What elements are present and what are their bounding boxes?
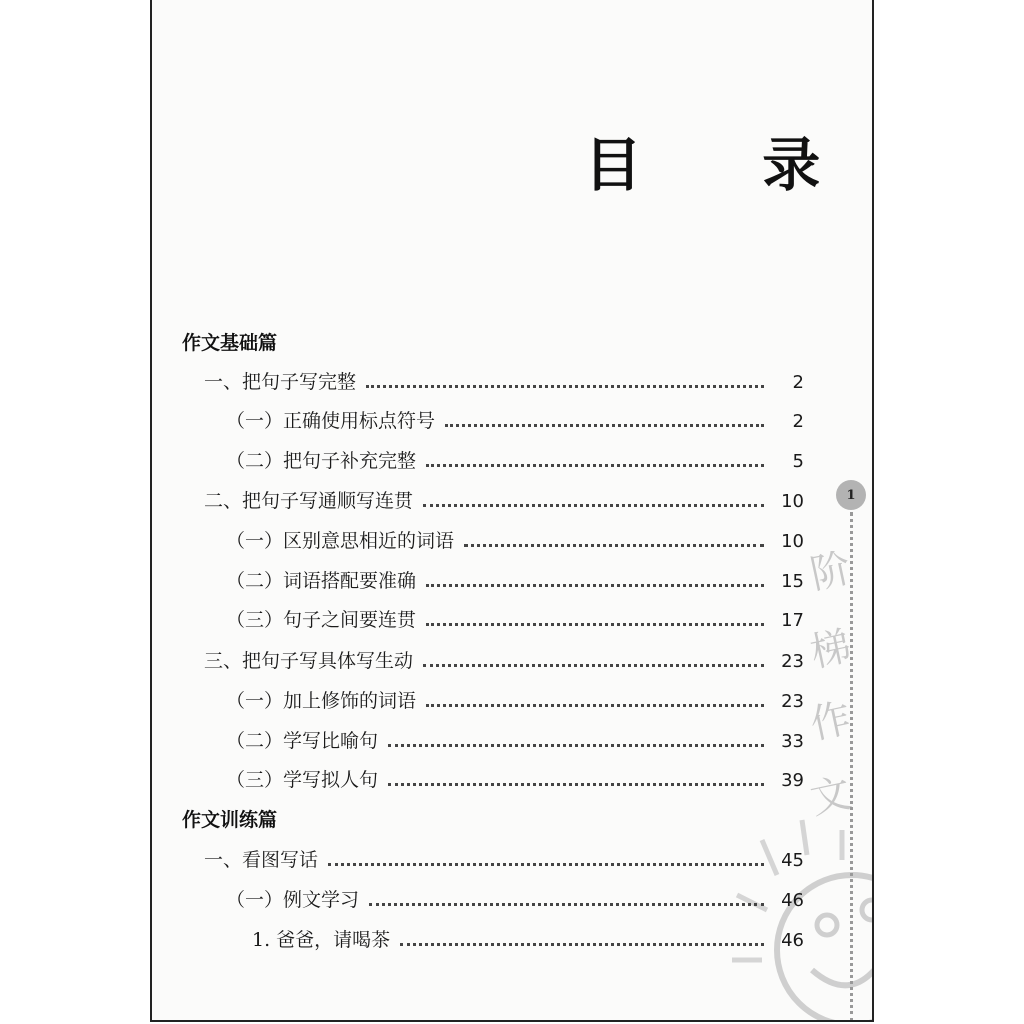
toc-page: 2 — [792, 411, 804, 432]
side-char: 阶 — [806, 545, 856, 599]
toc-leader — [328, 863, 764, 866]
side-char: 梯 — [806, 623, 856, 677]
toc-label: （一）正确使用标点符号 — [226, 410, 436, 432]
toc-row[interactable] — [226, 526, 804, 553]
toc-row[interactable] — [226, 605, 804, 632]
toc-leader — [388, 783, 764, 786]
toc-page: 23 — [781, 651, 804, 672]
toc-page: 10 — [781, 491, 804, 512]
toc-page: 15 — [781, 571, 804, 592]
toc-label: （一）区别意思相近的词语 — [226, 530, 455, 552]
toc-leader — [423, 664, 764, 667]
toc-row[interactable] — [226, 765, 804, 792]
section-heading: 作文基础篇 — [182, 332, 278, 354]
toc-label: （一）例文学习 — [226, 889, 360, 911]
side-char: 作 — [806, 695, 856, 749]
toc-row[interactable] — [226, 406, 804, 433]
toc-page: 46 — [781, 890, 804, 911]
toc-page: 10 — [781, 531, 804, 552]
toc-page: 39 — [781, 770, 804, 791]
toc-leader — [366, 385, 764, 388]
toc-page: 17 — [781, 610, 804, 631]
toc-label: 二、把句子写通顺写连贯 — [204, 490, 414, 512]
toc-row[interactable] — [252, 925, 804, 952]
toc-leader — [423, 504, 764, 507]
toc-page: 46 — [781, 930, 804, 951]
toc-row[interactable] — [204, 367, 804, 394]
toc-row[interactable] — [204, 646, 804, 673]
toc-row[interactable] — [204, 486, 804, 513]
toc-row[interactable] — [204, 845, 804, 872]
toc-row[interactable] — [226, 726, 804, 753]
toc-row[interactable] — [226, 885, 804, 912]
toc-label: （三）学写拟人句 — [226, 769, 379, 791]
toc-row[interactable] — [226, 566, 804, 593]
toc-label: （二）把句子补充完整 — [226, 450, 417, 472]
toc-label: （二）词语搭配要准确 — [226, 570, 417, 592]
toc-label: 1. 爸爸，请喝茶 — [252, 929, 391, 951]
toc-label: 三、把句子写具体写生动 — [204, 650, 414, 672]
dotted-side-line — [850, 512, 853, 1022]
page-title: 目 录 — [584, 131, 871, 199]
side-char: 文 — [806, 770, 856, 824]
toc-leader — [426, 704, 764, 707]
toc-leader — [445, 424, 764, 427]
toc-label: 一、看图写话 — [204, 849, 319, 871]
toc-label: 一、把句子写完整 — [204, 371, 357, 393]
toc-leader — [426, 584, 764, 587]
toc-leader — [464, 544, 764, 547]
section-heading: 作文训练篇 — [182, 809, 278, 831]
toc-page: 5 — [792, 451, 804, 472]
toc-page: 23 — [781, 691, 804, 712]
toc-label: （二）学写比喻句 — [226, 730, 379, 752]
toc-page: 45 — [781, 850, 804, 871]
book-page — [150, 0, 874, 1022]
page-number-badge: 1 — [836, 480, 866, 510]
toc-leader — [426, 464, 764, 467]
toc-leader — [426, 623, 764, 626]
toc-row[interactable] — [226, 446, 804, 473]
toc-page: 33 — [781, 731, 804, 752]
toc-label: （一）加上修饰的词语 — [226, 690, 417, 712]
toc-leader — [388, 744, 764, 747]
toc-leader — [369, 903, 764, 906]
toc-row[interactable] — [226, 686, 804, 713]
toc-leader — [400, 943, 764, 946]
toc-page: 2 — [792, 372, 804, 393]
toc-label: （三）句子之间要连贯 — [226, 609, 417, 631]
